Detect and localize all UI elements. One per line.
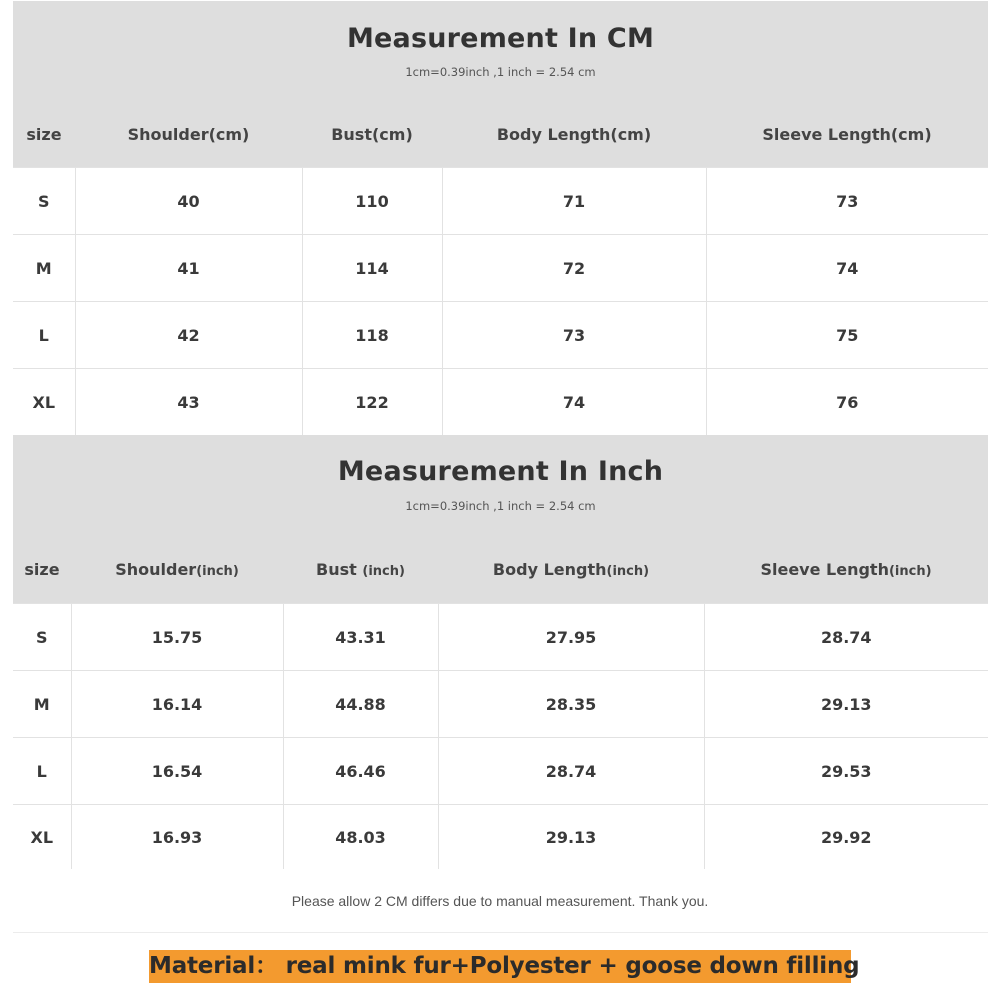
inch-cell-sleeve-length: 29.53 <box>704 738 988 805</box>
inch-cell-sleeve-length: 28.74 <box>704 604 988 671</box>
inch-header-size <box>13 535 71 603</box>
cm-cell-shoulder: 40 <box>75 168 302 235</box>
cm-cell-sleeve-length: 76 <box>706 369 988 436</box>
inch-column-headers <box>13 535 988 603</box>
cm-conversion-note: 1cm=0.39inch ,1 inch = 2.54 cm <box>405 65 596 79</box>
inch-cell-shoulder: 15.75 <box>71 604 283 671</box>
cm-measurement-section <box>13 1 988 435</box>
inch-table-body <box>13 603 988 869</box>
inch-cell-bust: 43.31 <box>283 604 438 671</box>
cm-cell-sleeve-length: 74 <box>706 235 988 302</box>
table-row <box>13 738 988 805</box>
cm-header-bust: Bust(cm) <box>331 124 413 144</box>
inch-header-unit: (inch) <box>196 563 239 579</box>
inch-cell-bust: 46.46 <box>283 738 438 805</box>
cm-header-size: size <box>26 124 62 144</box>
table-row <box>13 671 988 738</box>
cm-table-title: Measurement In CM <box>346 23 655 54</box>
inch-cell-sleeve-length: 29.13 <box>704 671 988 738</box>
cm-cell-bust: 122 <box>302 369 442 436</box>
inch-cell-shoulder: 16.93 <box>71 805 283 870</box>
inch-header-label: Shoulder <box>115 559 197 579</box>
cm-cell-size: XL <box>13 369 75 436</box>
table-row <box>13 604 988 671</box>
divider <box>13 932 988 933</box>
inch-header-unit: (inch) <box>888 563 932 579</box>
inch-header-label: Body Length <box>492 559 607 579</box>
inch-cell-body-length: 28.35 <box>438 671 704 738</box>
cm-cell-shoulder: 41 <box>75 235 302 302</box>
cm-cell-size: M <box>13 235 75 302</box>
inch-cell-bust: 48.03 <box>283 805 438 870</box>
inch-cell-body-length: 29.13 <box>438 805 704 870</box>
inch-cell-size: S <box>13 604 71 671</box>
inch-cell-size: L <box>13 738 71 805</box>
inch-cell-bust: 44.88 <box>283 671 438 738</box>
cm-header-sleeve-length: Sleeve Length(cm) <box>762 124 932 144</box>
cm-table-body <box>13 167 988 435</box>
inch-cell-shoulder: 16.14 <box>71 671 283 738</box>
measurement-disclaimer: Please allow 2 CM differs due to manual measurement. Thank you. <box>291 893 709 909</box>
inch-cell-body-length: 27.95 <box>438 604 704 671</box>
cm-header-body-length: Body Length(cm) <box>496 124 652 144</box>
cm-header-shoulder: Shoulder(cm) <box>127 124 250 144</box>
inch-header-label: size <box>24 559 60 579</box>
inch-header-unit: (inch) <box>362 563 405 579</box>
inch-cell-sleeve-length: 29.92 <box>704 805 988 870</box>
cm-cell-body-length: 73 <box>442 302 706 369</box>
cm-cell-body-length: 72 <box>442 235 706 302</box>
table-row <box>13 235 988 302</box>
inch-header-unit: (inch) <box>606 563 650 579</box>
inch-cell-body-length: 28.74 <box>438 738 704 805</box>
cm-cell-size: S <box>13 168 75 235</box>
table-row <box>13 805 988 870</box>
table-row <box>13 302 988 369</box>
cm-cell-bust: 118 <box>302 302 442 369</box>
inch-header-bust <box>283 535 438 603</box>
cm-column-headers <box>13 101 988 167</box>
inch-measurement-section <box>13 435 988 868</box>
cm-cell-body-length: 74 <box>442 369 706 436</box>
cm-cell-bust: 110 <box>302 168 442 235</box>
cm-cell-body-length: 71 <box>442 168 706 235</box>
cm-cell-bust: 114 <box>302 235 442 302</box>
table-row <box>13 168 988 235</box>
inch-header-label: Bust <box>316 559 363 579</box>
cm-cell-sleeve-length: 73 <box>706 168 988 235</box>
inch-header-sleeve-length <box>704 535 988 603</box>
inch-header-shoulder <box>71 535 283 603</box>
inch-table-title: Measurement In Inch <box>337 456 664 487</box>
inch-cell-size: M <box>13 671 71 738</box>
table-row <box>13 369 988 436</box>
inch-cell-shoulder: 16.54 <box>71 738 283 805</box>
cm-cell-shoulder: 43 <box>75 369 302 436</box>
material-banner: Material： real mink fur+Polyester + goose down filling <box>149 950 851 983</box>
cm-cell-shoulder: 42 <box>75 302 302 369</box>
inch-header-body-length <box>438 535 704 603</box>
cm-cell-sleeve-length: 75 <box>706 302 988 369</box>
inch-conversion-note: 1cm=0.39inch ,1 inch = 2.54 cm <box>405 499 596 513</box>
cm-cell-size: L <box>13 302 75 369</box>
inch-header-label: Sleeve Length <box>760 559 889 579</box>
inch-cell-size: XL <box>13 805 71 870</box>
